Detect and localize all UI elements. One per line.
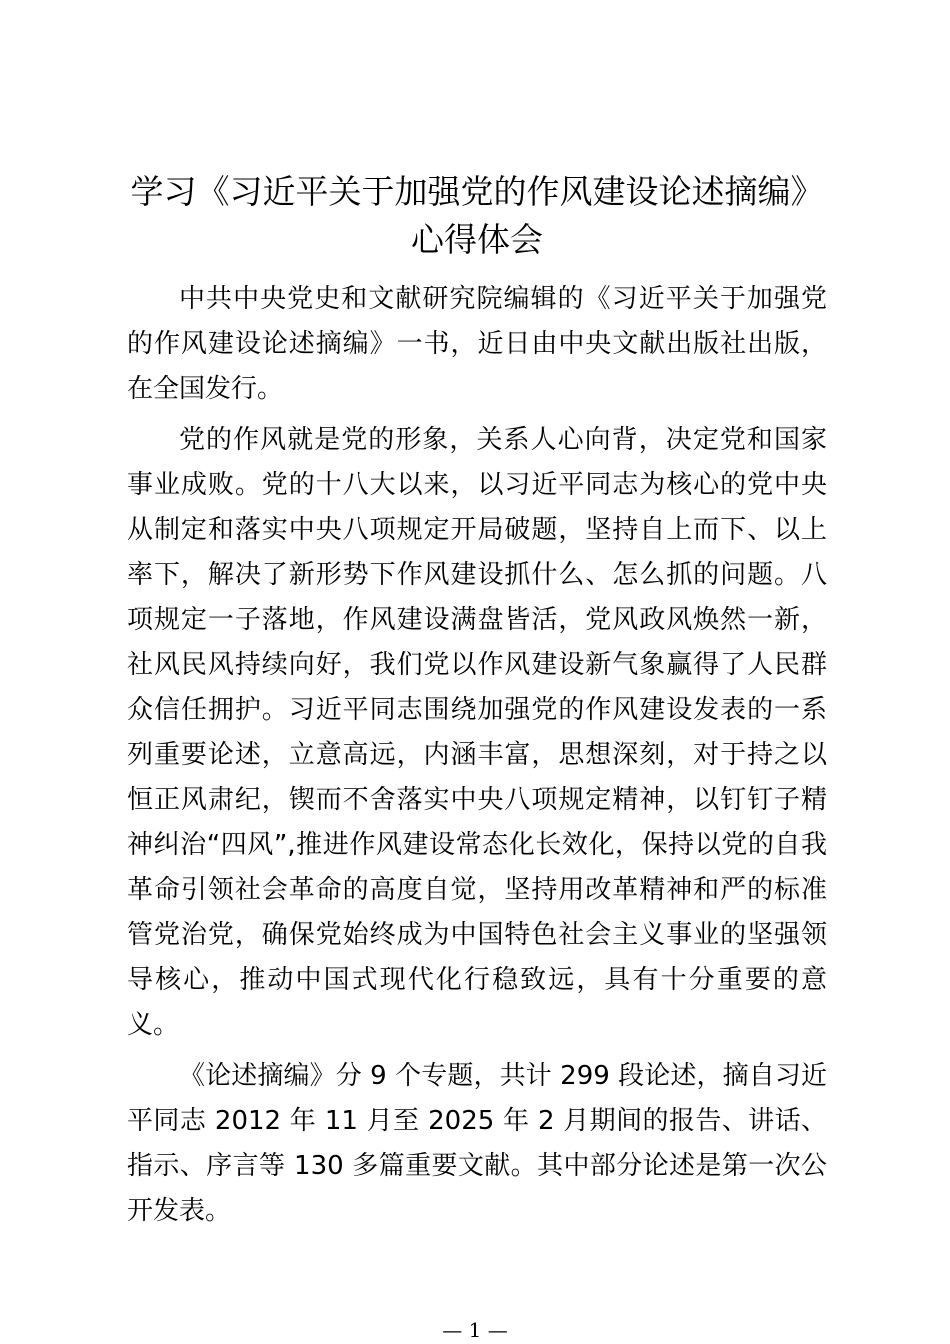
document-title: 学习《习近平关于加强党的作风建设论述摘编》心得体会 [130, 172, 824, 259]
page-number: — 1 — [442, 1318, 508, 1342]
paragraph-2: 党的作风就是党的形象，关系人心向背，决定党和国家事业成败。党的十八大以来，以习近平同志为核心的党中央从制定和落实中央八项规定开局破题，坚持自上而下、以上率下，解决了新形势下作风建设抓什么、怎么抓的问题。八项规定一子落地，作风建设满盘皆活，党风政风焕然一新，社风民风持续向好，我们党以作风建设新气象赢得了人民群众信任拥护。习近平同志围绕加强党的作风建设发表的一系列重要论述，立意高远，内涵丰富，思想深刻，对于持之以恒正风肃纪，锲而不舍落实中央八项规定精神，以钉钉子精神纠治“四风”,推进作风建设常态化长效化，保持以党的自我革命引领社会革命的高度自觉，坚持用改革精神和严的标准管党治党，确保党始终成为中国特色社会主义事业的坚强领导核心，推动中国式现代化行稳致远，具有十分重要的意义。 [127, 425, 827, 1040]
paragraph-3: 《论述摘编》分 9 个专题，共计 299 段论述，摘自习近平同志 2012 年 11 月至 2025 年 2 月期间的报告、讲话、指示、序言等 130 多篇重要文献。其中部分论述是第一次公开发表。 [127, 1061, 827, 1226]
paragraph-1: 中共中央党史和文献研究院编辑的《习近平关于加强党的作风建设论述摘编》一书，近日由中央文献出版社出版，在全国发行。 [127, 284, 827, 404]
document-body [127, 277, 827, 1240]
